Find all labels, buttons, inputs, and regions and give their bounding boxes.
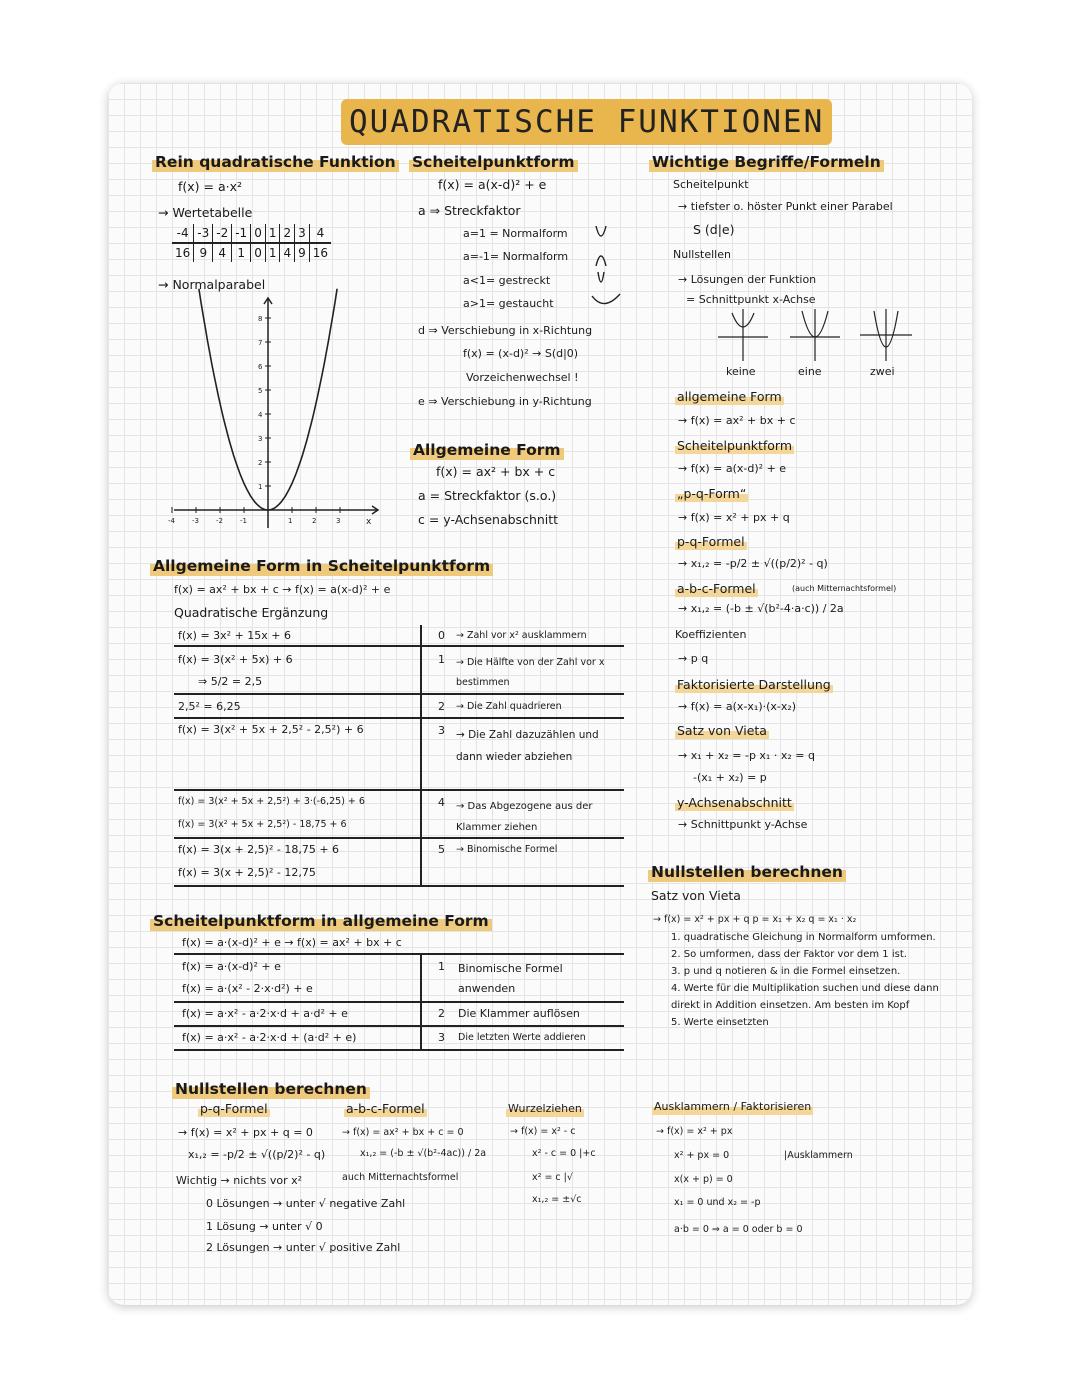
nb-pq-line2: x₁,₂ = -p/2 ± √((p/2)² - q) bbox=[188, 1148, 326, 1161]
nr-step: 3. p und q notieren & in die Formel einsetzen. bbox=[671, 966, 901, 977]
row-line bbox=[174, 953, 624, 955]
sketch-eine bbox=[790, 309, 840, 361]
nb-aus-line: x₁ = 0 und x₂ = -p bbox=[674, 1197, 761, 1208]
begriffe-pq-form-formula: → f(x) = x² + px + q bbox=[678, 511, 790, 524]
table-cell-y: 16 bbox=[309, 243, 331, 262]
normalparabel-graph bbox=[166, 288, 386, 538]
qe-step-text: → Das Abgezogene aus der Klammer ziehen bbox=[456, 801, 593, 833]
graph-x-tick-label: 2 bbox=[312, 517, 317, 525]
nullstellen-label-eine: eine bbox=[798, 365, 822, 378]
qe-step-number: 3 bbox=[438, 724, 445, 737]
qe-left-row: f(x) = 3(x² + 5x) + 6 bbox=[178, 653, 293, 666]
qe-step-text: → Zahl vor x² ausklammern bbox=[456, 630, 587, 641]
table-cell-y: 9 bbox=[194, 243, 213, 262]
nb-wurzel-line: → f(x) = x² - c bbox=[510, 1126, 576, 1137]
graph-y-tick-label: 1 bbox=[258, 483, 263, 491]
scheitel-formula: f(x) = a(x-d)² + e bbox=[438, 177, 547, 192]
table-cell-x: -4 bbox=[172, 224, 194, 243]
table-cell-y: 0 bbox=[251, 243, 266, 262]
nullstellen-bottom-header: Nullstellen berechnen bbox=[172, 1079, 370, 1099]
begriffe-nullstellen-desc1: → Lösungen der Funktion bbox=[678, 273, 817, 286]
row-line bbox=[174, 885, 624, 887]
sketch-keine bbox=[718, 309, 768, 361]
scheitel-d-label: d ⇒ Verschiebung in x-Richtung bbox=[418, 324, 593, 337]
begriffe-vieta-line1: → x₁ + x₂ = -p x₁ · x₂ = q bbox=[678, 749, 815, 762]
begriffe-nullstellen-title: Nullstellen bbox=[673, 248, 731, 261]
begriffe-vieta-line2: -(x₁ + x₂) = p bbox=[693, 771, 767, 784]
begriffe-scheitelpunkt-s: S (d|e) bbox=[693, 222, 735, 237]
rein-header: Rein quadratische Funktion bbox=[152, 152, 399, 172]
sp-step-text: Die letzten Werte addieren bbox=[458, 1032, 586, 1043]
scheitel-d-formula: f(x) = (x-d)² → S(d|0) bbox=[463, 347, 579, 360]
qe-step-number: 2 bbox=[438, 700, 445, 713]
nb-pq-case: 0 Lösungen → unter √ negative Zahl bbox=[206, 1197, 406, 1210]
nb-abc-line3: auch Mitternachtsformel bbox=[342, 1172, 459, 1183]
begriffe-fakt-formula: → f(x) = a(x-x₁)·(x-x₂) bbox=[678, 700, 797, 713]
graph-x-tick-label: -4 bbox=[168, 517, 175, 525]
row-line bbox=[174, 1001, 624, 1003]
qe-step-number: 4 bbox=[438, 796, 445, 809]
normalparabel-label: → Normalparabel bbox=[158, 277, 266, 292]
notes-sheet bbox=[108, 83, 972, 1305]
table-cell-x: -3 bbox=[194, 224, 213, 243]
begriffe-scheitelpunkt-title: Scheitelpunkt bbox=[673, 178, 749, 191]
qe-step-text: → Die Hälfte von der Zahl vor x bestimmen bbox=[456, 657, 605, 688]
table-cell-x: 1 bbox=[265, 224, 280, 243]
begriffe-abc-note: (auch Mitternachtsformel) bbox=[792, 584, 897, 593]
begriffe-vieta-title: Satz von Vieta bbox=[677, 723, 767, 738]
scheitel-a-case: a=-1= Normalform bbox=[463, 250, 569, 263]
nb-aus-line: a·b = 0 ⇒ a = 0 oder b = 0 bbox=[674, 1224, 803, 1235]
begriffe-abc-title: a-b-c-Formel bbox=[677, 581, 756, 596]
begriffe-pq-form-title: „p-q-Form“ bbox=[677, 486, 747, 501]
graph-x-tick-label: 1 bbox=[288, 517, 293, 525]
row-line bbox=[174, 645, 624, 647]
sp-step-number: 3 bbox=[438, 1031, 445, 1044]
sp-step-number: 1 bbox=[438, 960, 445, 973]
scheitel-a-case: a>1= gestaucht bbox=[463, 297, 554, 310]
nullstellen-sketches bbox=[708, 307, 923, 365]
row-line bbox=[174, 789, 624, 791]
wertetabelle-label: → Wertetabelle bbox=[158, 205, 253, 220]
parabola-up-icon bbox=[596, 226, 606, 236]
begriffe-abc-formel: → x₁,₂ = (-b ± √(b²-4·a·c)) / 2a bbox=[678, 602, 844, 615]
qe-step-text: → Die Zahl quadrieren bbox=[456, 701, 562, 712]
begriffe-koeff-text: → p q bbox=[678, 652, 709, 665]
qe-step-text: → Binomische Formel bbox=[456, 844, 558, 855]
table-cell-y: 4 bbox=[280, 243, 295, 262]
nb-pq-wichtig: Wichtig → nichts vor x² bbox=[176, 1174, 303, 1187]
sp-left-row: f(x) = a·(x-d)² + e bbox=[182, 960, 281, 973]
scheitel-d-note: Vorzeichenwechsel ! bbox=[466, 371, 579, 384]
scheitel-header: Scheitelpunktform bbox=[409, 152, 578, 172]
nb-aus-line: → f(x) = x² + px bbox=[656, 1126, 733, 1137]
qe-left-row: ⇒ 5/2 = 2,5 bbox=[198, 675, 263, 688]
table-cell-x: 4 bbox=[309, 224, 331, 243]
sp-left-row: f(x) = a·(x² - 2·x·d²) + e bbox=[182, 982, 313, 995]
graph-x-tick-label: -3 bbox=[192, 517, 199, 525]
nb-pq-title: p-q-Formel bbox=[200, 1101, 268, 1116]
scheitel-a-case: a<1= gestreckt bbox=[463, 274, 551, 287]
graph-y-tick-label: 7 bbox=[258, 339, 263, 347]
allg-in-sp-header: Allgemeine Form in Scheitelpunktform bbox=[150, 556, 493, 576]
nb-pq-case: 2 Lösungen → unter √ positive Zahl bbox=[206, 1241, 401, 1254]
parabola-narrow-icon bbox=[598, 272, 604, 282]
table-cell-y: 9 bbox=[295, 243, 310, 262]
nr-step: 1. quadratische Gleichung in Normalform umformen. bbox=[671, 932, 936, 943]
nr-vieta-title: Satz von Vieta bbox=[651, 888, 741, 903]
begriffe-pq-formel-title: p-q-Formel bbox=[677, 534, 745, 549]
table-cell-x: -1 bbox=[232, 224, 251, 243]
sp-step-text: Die Klammer auflösen bbox=[458, 1007, 580, 1020]
sp-left-row: f(x) = a·x² - a·2·x·d + (a·d² + e) bbox=[182, 1031, 357, 1044]
nr-steps bbox=[671, 929, 939, 1031]
graph-x-tick-label: 3 bbox=[336, 517, 341, 525]
allgemein-c: c = y-Achsenabschnitt bbox=[418, 512, 559, 527]
table-cell-x: 0 bbox=[251, 224, 266, 243]
qe-left-row: f(x) = 3x² + 15x + 6 bbox=[178, 629, 292, 642]
nullstellen-label-keine: keine bbox=[726, 365, 756, 378]
nb-aus-line: x² + px = 0 bbox=[674, 1150, 730, 1161]
begriffe-scheitelpunkt-desc: → tiefster o. höster Punkt einer Parabel bbox=[678, 200, 893, 213]
graph-y-tick-label: 2 bbox=[258, 459, 263, 467]
qe-left-row: f(x) = 3(x² + 5x + 2,5²) + 3·(-6,25) + 6 bbox=[178, 796, 365, 807]
scheitel-a-case: a=1 = Normalform bbox=[463, 227, 568, 240]
allgemein-formula: f(x) = ax² + bx + c bbox=[436, 464, 556, 479]
parabola-down-icon bbox=[596, 256, 606, 266]
begriffe-allg-formula: → f(x) = ax² + bx + c bbox=[678, 414, 796, 427]
row-line bbox=[174, 693, 624, 695]
graph-x-tick-label: -1 bbox=[240, 517, 247, 525]
table-cell-x: 2 bbox=[280, 224, 295, 243]
table-cell-x: 3 bbox=[295, 224, 310, 243]
nb-wurzel-line: x₁,₂ = ±√c bbox=[532, 1194, 582, 1205]
begriffe-header: Wichtige Begriffe/Formeln bbox=[649, 152, 884, 172]
qe-left-row: f(x) = 3(x² + 5x + 2,5² - 2,5²) + 6 bbox=[178, 723, 364, 736]
nb-pq-case: 1 Lösung → unter √ 0 bbox=[206, 1220, 323, 1233]
nb-wurzel-line: x² = c |√ bbox=[532, 1172, 573, 1183]
qe-left-row: f(x) = 3(x + 2,5)² - 18,75 + 6 bbox=[178, 843, 340, 856]
begriffe-sp-title: Scheitelpunktform bbox=[677, 438, 793, 453]
row-line bbox=[174, 1025, 624, 1027]
sp-left-row: f(x) = a·x² - a·2·x·d + a·d² + e bbox=[182, 1007, 348, 1020]
nr-vieta-formula: → f(x) = x² + px + q p = x₁ + x₂ q = x₁ · x₂ bbox=[653, 914, 857, 925]
sketch-zwei bbox=[860, 309, 912, 361]
sp-in-allg-header: Scheitelpunktform in allgemeine Form bbox=[150, 911, 492, 931]
allgemein-a: a = Streckfaktor (s.o.) bbox=[418, 488, 557, 503]
begriffe-sp-formula: → f(x) = a(x-d)² + e bbox=[678, 462, 787, 475]
graph-y-tick-label: 8 bbox=[258, 315, 263, 323]
qe-step-text: → Die Zahl dazuzählen und dann wieder abziehen bbox=[456, 729, 599, 763]
table-cell-y: 1 bbox=[232, 243, 251, 262]
nb-aus-note: |Ausklammern bbox=[784, 1150, 853, 1161]
allgemein-header: Allgemeine Form bbox=[410, 440, 564, 460]
qe-step-number: 0 bbox=[438, 629, 445, 642]
nb-aus-line: x(x + p) = 0 bbox=[674, 1174, 733, 1185]
nullstellen-right-header: Nullstellen berechnen bbox=[648, 862, 846, 882]
begriffe-fakt-title: Faktorisierte Darstellung bbox=[677, 677, 831, 692]
table-cell-x: -2 bbox=[213, 224, 232, 243]
allg-in-sp-transform: f(x) = ax² + bx + c → f(x) = a(x-d)² + e bbox=[174, 583, 391, 596]
begriffe-pq-formel: → x₁,₂ = -p/2 ± √((p/2)² - q) bbox=[678, 557, 828, 570]
nullstellen-label-zwei: zwei bbox=[870, 365, 895, 378]
graph-y-tick-label: 3 bbox=[258, 435, 263, 443]
rein-formula: f(x) = a·x² bbox=[178, 179, 243, 194]
qe-left-row: f(x) = 3(x² + 5x + 2,5²) - 18,75 + 6 bbox=[178, 819, 347, 830]
begriffe-yachse-title: y-Achsenabschnitt bbox=[677, 795, 792, 810]
qe-left-row: 2,5² = 6,25 bbox=[178, 700, 241, 713]
begriffe-yachse-text: → Schnittpunkt y-Achse bbox=[678, 818, 808, 831]
nr-step: 5. Werte einsetzten bbox=[671, 1017, 769, 1028]
nb-aus-title: Ausklammern / Faktorisieren bbox=[654, 1100, 812, 1113]
qe-left-row: f(x) = 3(x + 2,5)² - 12,75 bbox=[178, 866, 316, 879]
graph-y-tick-label: 6 bbox=[258, 363, 263, 371]
row-line bbox=[174, 717, 624, 719]
graph-y-tick-label: 5 bbox=[258, 387, 263, 395]
sp-in-allg-transform: f(x) = a·(x-d)² + e → f(x) = ax² + bx + c bbox=[182, 936, 402, 949]
row-line bbox=[174, 1049, 624, 1051]
begriffe-koeff-title: Koeffizienten bbox=[675, 628, 747, 641]
table-cell-y: 1 bbox=[265, 243, 280, 262]
table-cell-y: 16 bbox=[172, 243, 194, 262]
sp-step-text: Binomische Formel anwenden bbox=[458, 962, 563, 995]
nb-abc-title: a-b-c-Formel bbox=[346, 1101, 425, 1116]
wertetabelle bbox=[172, 224, 331, 262]
nb-pq-line1: → f(x) = x² + px + q = 0 bbox=[178, 1126, 313, 1139]
allg-in-sp-divider bbox=[420, 625, 422, 887]
begriffe-nullstellen-desc2: = Schnittpunkt x-Achse bbox=[686, 293, 816, 306]
graph-x-tick-label: -2 bbox=[216, 517, 223, 525]
begriffe-allg-title: allgemeine Form bbox=[677, 389, 782, 404]
page-title: QUADRATISCHE FUNKTIONEN bbox=[341, 99, 832, 145]
table-cell-y: 4 bbox=[213, 243, 232, 262]
allg-in-sp-subtitle: Quadratische Ergänzung bbox=[174, 605, 329, 620]
sp-step-number: 2 bbox=[438, 1007, 445, 1020]
scheitel-e-label: e ⇒ Verschiebung in y-Richtung bbox=[418, 395, 592, 408]
nb-wurzel-line: x² - c = 0 |+c bbox=[532, 1148, 596, 1159]
graph-x-label: x bbox=[366, 517, 372, 527]
nr-step: 2. So umformen, dass der Faktor vor dem 1 ist. bbox=[671, 949, 907, 960]
scheitel-a-label: a ⇒ Streckfaktor bbox=[418, 203, 521, 218]
nb-wurzel-title: Wurzelziehen bbox=[508, 1102, 582, 1115]
parabola-shape-icons bbox=[590, 222, 630, 322]
graph-y-tick-label: 4 bbox=[258, 411, 263, 419]
nb-abc-line1: → f(x) = ax² + bx + c = 0 bbox=[342, 1127, 464, 1138]
nb-abc-line2: x₁,₂ = (-b ± √(b²-4ac)) / 2a bbox=[360, 1148, 487, 1159]
parabola-wide-icon bbox=[592, 294, 620, 304]
qe-step-number: 1 bbox=[438, 653, 445, 666]
qe-step-number: 5 bbox=[438, 843, 445, 856]
nr-step: 4. Werte für die Multiplikation suchen und diese dann direkt in Addition einsetzen. Am besten im Kopf bbox=[671, 983, 939, 1011]
